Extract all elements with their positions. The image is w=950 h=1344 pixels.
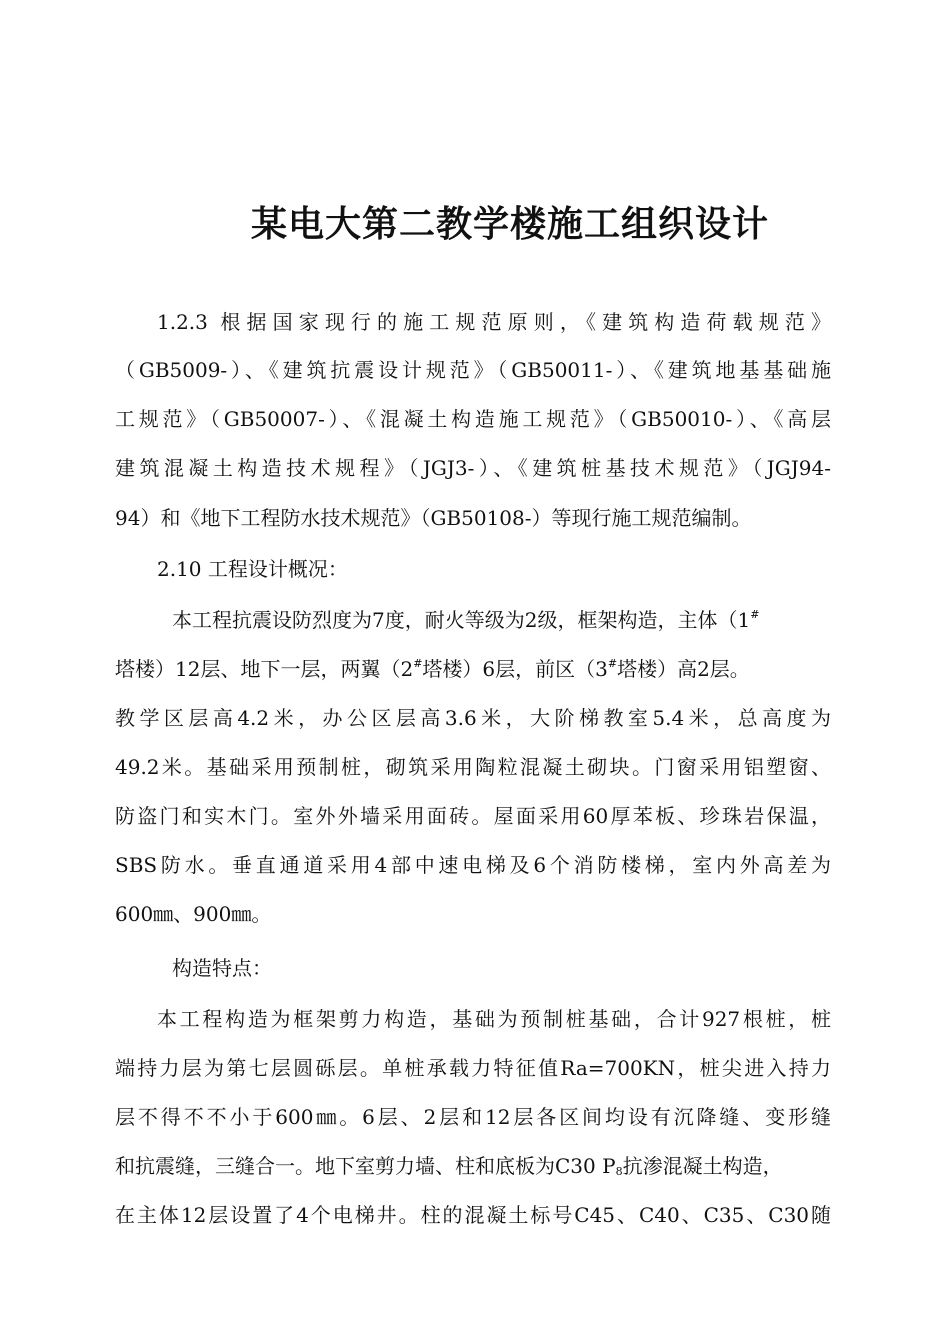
paragraph-line <box>115 850 831 880</box>
paragraph-line <box>157 307 831 337</box>
line-text: 1.2.3 根据国家现行的施工规范原则，《建筑构造荷载规范》 <box>157 310 831 334</box>
line-text: 本工程抗震设防烈度为7度，耐火等级为2级，框架构造，主体（1 <box>172 608 751 632</box>
paragraph-line <box>115 1151 783 1181</box>
line-text: 建筑混凝土构造技术规程》（JGJ3-）、《建筑桩基技术规范》（JGJ94- <box>115 456 831 480</box>
line-text: 塔楼）12层、地下一层，两翼（2 <box>115 657 414 681</box>
paragraph-line <box>115 1053 831 1083</box>
line-text: 94）和《地下工程防水技术规范》（GB50108-）等现行施工规范编制。 <box>115 506 752 530</box>
paragraph-line <box>115 752 831 782</box>
line-text: 抗渗混凝土构造， <box>622 1154 783 1178</box>
paragraph-line <box>115 1102 831 1132</box>
paragraph-line <box>115 404 831 434</box>
paragraph-line <box>115 1200 831 1230</box>
section-heading <box>172 953 272 983</box>
paragraph-line <box>115 355 831 385</box>
line-text: SBS防水。垂直通道采用4部中速电梯及6个消防楼梯，室内外高差为 <box>115 853 831 877</box>
line-text: 塔楼）6层，前区（3 <box>422 657 608 681</box>
line-text: 塔楼）高2层。 <box>617 657 750 681</box>
line-text: 工规范》（GB50007-）、《混凝土构造施工规范》（GB50010-）、《高层 <box>115 407 831 431</box>
section-heading <box>157 554 348 584</box>
paragraph-line <box>172 605 759 635</box>
line-text: 本工程构造为框架剪力构造，基础为预制桩基础，合计927根桩，桩 <box>157 1007 831 1031</box>
superscript-mark: # <box>413 657 423 670</box>
paragraph-line <box>115 801 831 831</box>
line-text: 防盗门和实木门。室外外墙采用面砖。屋面采用60厚苯板、珍珠岩保温， <box>115 804 831 828</box>
paragraph-line <box>157 1004 831 1034</box>
paragraph-line <box>115 703 831 733</box>
paragraph-line <box>115 453 831 483</box>
line-text: （GB5009-）、《建筑抗震设计规范》（GB50011-）、《建筑地基基础施 <box>115 358 831 382</box>
subscript-mark: 8 <box>615 1165 623 1178</box>
document-title: 某电大第二教学楼施工组织设计 <box>250 204 769 245</box>
paragraph-line <box>115 503 752 533</box>
line-text: 2.10 工程设计概况： <box>157 557 348 581</box>
line-text: 和抗震缝，三缝合一。地下室剪力墙、柱和底板为C30 P <box>115 1154 616 1178</box>
line-text: 教学区层高4.2米，办公区层高3.6米，大阶梯教室5.4米，总高度为 <box>115 706 831 730</box>
paragraph-line <box>115 899 271 929</box>
line-text: 构造特点： <box>172 956 272 980</box>
line-text: 49.2米。基础采用预制桩，砌筑采用陶粒混凝土砌块。门窗采用铝塑窗、 <box>115 755 831 779</box>
paragraph-line <box>115 654 750 684</box>
line-text: 600㎜、900㎜。 <box>115 902 272 926</box>
superscript-mark: # <box>750 608 760 621</box>
superscript-mark: # <box>607 657 618 670</box>
line-text: 在主体12层设置了4个电梯井。柱的混凝土标号C45、C40、C35、C30随 <box>115 1203 831 1227</box>
line-text: 层不得不不小于600㎜。6层、2层和12层各区间均设有沉降缝、变形缝 <box>115 1105 831 1129</box>
line-text: 端持力层为第七层圆砾层。单桩承载力特征值Ra=700KN，桩尖进入持力 <box>115 1056 831 1080</box>
